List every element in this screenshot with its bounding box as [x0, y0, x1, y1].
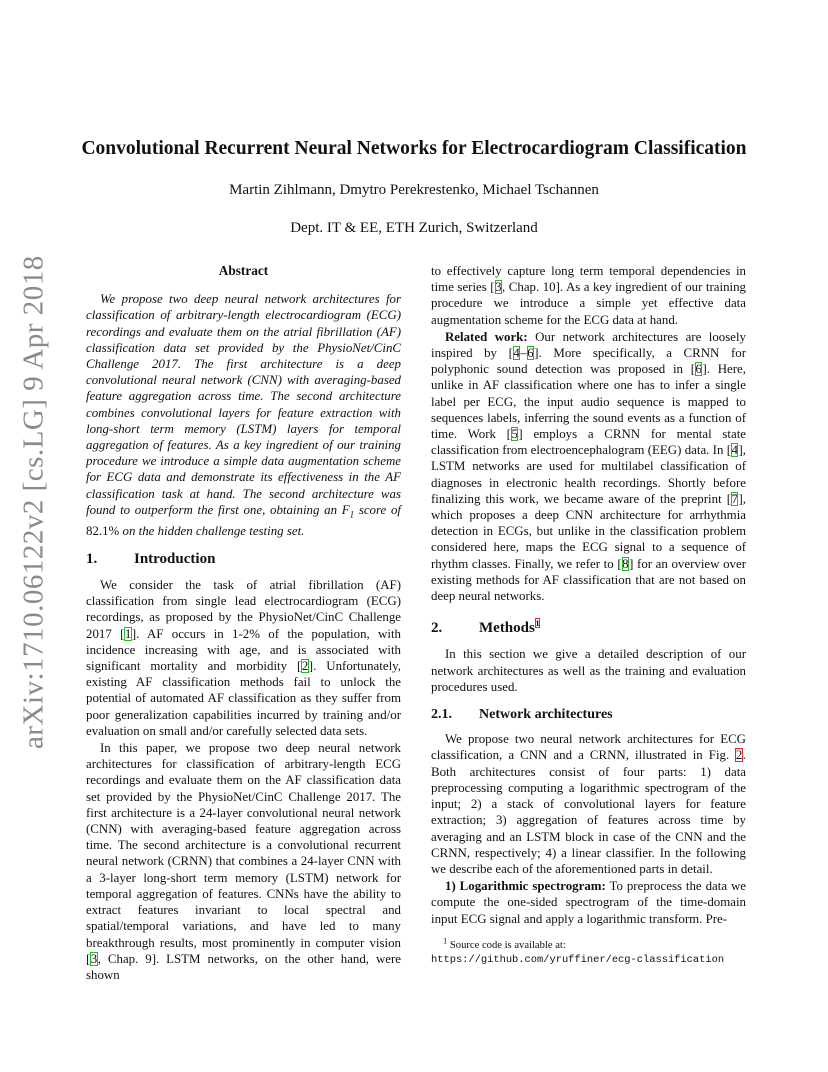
citation-link[interactable]: 4 — [513, 346, 520, 361]
methods-paragraph: In this section we give a detailed description of our network architectures as well as the training and evaluation procedures used. — [431, 647, 746, 694]
figure-link[interactable]: 2 — [735, 748, 743, 763]
right-column — [431, 263, 746, 928]
citation-link[interactable]: 7 — [731, 491, 738, 506]
citation-link[interactable]: 2 — [301, 659, 309, 674]
citation-link[interactable]: 1 — [124, 626, 132, 641]
citation-link[interactable]: 6 — [695, 362, 702, 377]
citation-link[interactable]: 3 — [90, 951, 98, 966]
abstract-heading: Abstract — [218, 263, 269, 278]
paper-affiliation: Dept. IT & EE, ETH Zurich, Switzerland — [290, 220, 538, 236]
network-paragraph: We propose two neural network architectures for ECG classification, a CNN and a CRNN, illustrated in Fig. 2. Both architectures consist of four parts: 1) data preprocessing computing a logarithmic spectrogram of the input; 2) a stack of convolutional layers for feature extraction; 3) aggregation of features across time by averaging and an LSTM block in case of the CNN and the CRNN, respectively; 4) a linear classifier. In the following we describe each of the aforementioned parts in detail. — [431, 732, 746, 876]
f1-score: 82.1% — [86, 523, 120, 538]
section-heading-introduction: 1. Introduction — [86, 550, 216, 567]
paper-title: Convolutional Recurrent Neural Networks for Electrocardiogram Classification — [81, 138, 747, 159]
footnote-link[interactable]: 1 — [535, 618, 540, 629]
section-heading-methods: 2. Methods$^1$ — [431, 618, 540, 637]
related-work-label: Related work: — [445, 329, 528, 344]
left-column — [86, 263, 401, 984]
log-spectrogram-label: 1) Logarithmic spectrogram: — [445, 879, 606, 894]
footnote-mark: 1 — [443, 935, 448, 946]
paper-authors: Martin Zihlmann, Dmytro Perekrestenko, Michael Tschannen — [229, 182, 599, 198]
related-work-paragraph: Related work: Our network architectures are loosely inspired by [4–6]. More specifically, a CRNN for polyphonic sound detection was proposed in [6]. Here, unlike in AF classification where one has to infer a single label per ECG, the input audio sequence is mapped to sequences labels, inferring the sound events as a function of time. Work [5] employs a CRNN for mental state classification from electroencephalogram (EEG) data. In [4], LSTM networks are used for multilabel classification of diagnoses in electronic health recordings. Shortly before finalizing this work, we became aware of the preprint [7], which proposes a deep CNN architecture for arrhythmia detection in ECGs, but unlike in the classification problem considered here, maps the ECG signal to a sequence of rhythm classes. Finally, we refer to [8] for an overview over existing methods for AF classification that are not based on deep neural networks. — [431, 329, 747, 604]
intro-paragraph-2: In this paper, we propose two deep neural network architectures for classification of arbitrary-length ECG recordings and evaluate them on the AF classification data set provided by the PhysioNet/CinC Challenge 2017. The first architecture is a 24-layer convolutional neural network (CNN) with averaging-based feature aggregation across time. The second architecture is a convolutional recurrent neural network (CRNN) that combines a 24-layer CNN with a 3-layer long-short term memory (LSTM) network for temporal aggregation of features. CNNs have the ability to extract features invariant to local spectral and spatial/temporal variations, and have led to many breakthrough results, most prominently in computer vision [3, Chap. 9]. LSTM networks, on the other hand, were shown — [86, 741, 401, 982]
subsection-heading-network-architectures: 2.1. Network architectures — [431, 707, 613, 723]
citation-link[interactable]: 6 — [527, 346, 534, 361]
citation-link[interactable]: 4 — [731, 443, 738, 458]
footnote-url[interactable]: https://github.com/yruffiner/ecg-classification — [431, 954, 725, 966]
arxiv-identifier: arXiv:1710.06122v2 [cs.LG] 9 Apr 2018 — [17, 255, 50, 749]
citation-link[interactable]: 5 — [511, 427, 518, 442]
citation-link[interactable]: 8 — [622, 556, 629, 571]
intro-paragraph-3: to effectively capture long term temporal dependencies in time series [3, Chap. 10]. As a key ingredient of our training procedure we introduce a simple yet effective data augmentation scheme for the ECG data at hand. — [431, 264, 746, 327]
abstract-text: We propose two deep neural network architectures for classification of arbitrary-length electrocardiogram (ECG) recordings and evaluate them on the atrial fibrillation (AF) classification data set provided by the PhysioNet/CinC Challenge 2017. The first architecture is a deep convolutional neural network (CNN) with averaging-based feature aggregation across time. The second architecture combines convolutional layers for feature extraction with long-short term memory (LSTM) layers for temporal aggregation of features. As a key ingredient of our training procedure we introduce a simple data augmentation scheme for ECG data and demonstrate its effectiveness in the AF classification task at hand. The second architecture was found to outperform the first one, obtaining an $F_1$ score of 82.1% on the hidden challenge testing set. — [86, 292, 401, 538]
log-spectrogram-paragraph: 1) Logarithmic spectrogram: To preprocess the data we compute the one-sided spectrogram of the time-domain input ECG signal and apply a logarithmic transform. Pre- — [431, 879, 746, 926]
citation-link[interactable]: 3 — [495, 280, 502, 295]
f1-symbol: F — [341, 502, 350, 517]
intro-paragraph-1: We consider the task of atrial fibrillation (AF) classification from single lead electrocardiogram (ECG) recordings, as proposed by the PhysioNet/CinC Challenge 2017 [1]. AF occurs in 1-2% of the population, with incidence increasing with age, and is associated with significant mortality and morbidity [2]. Unfortunately, existing AF classification methods fail to unlock the potential of automated AF classification as they suffer from poor generalization capabilities incurred by training and/or evaluation on small and/or carefully selected data sets. — [86, 578, 401, 738]
footnote: $^1$ Source code is available at: https://github.com/yruffiner/ecg-classification — [431, 938, 751, 968]
